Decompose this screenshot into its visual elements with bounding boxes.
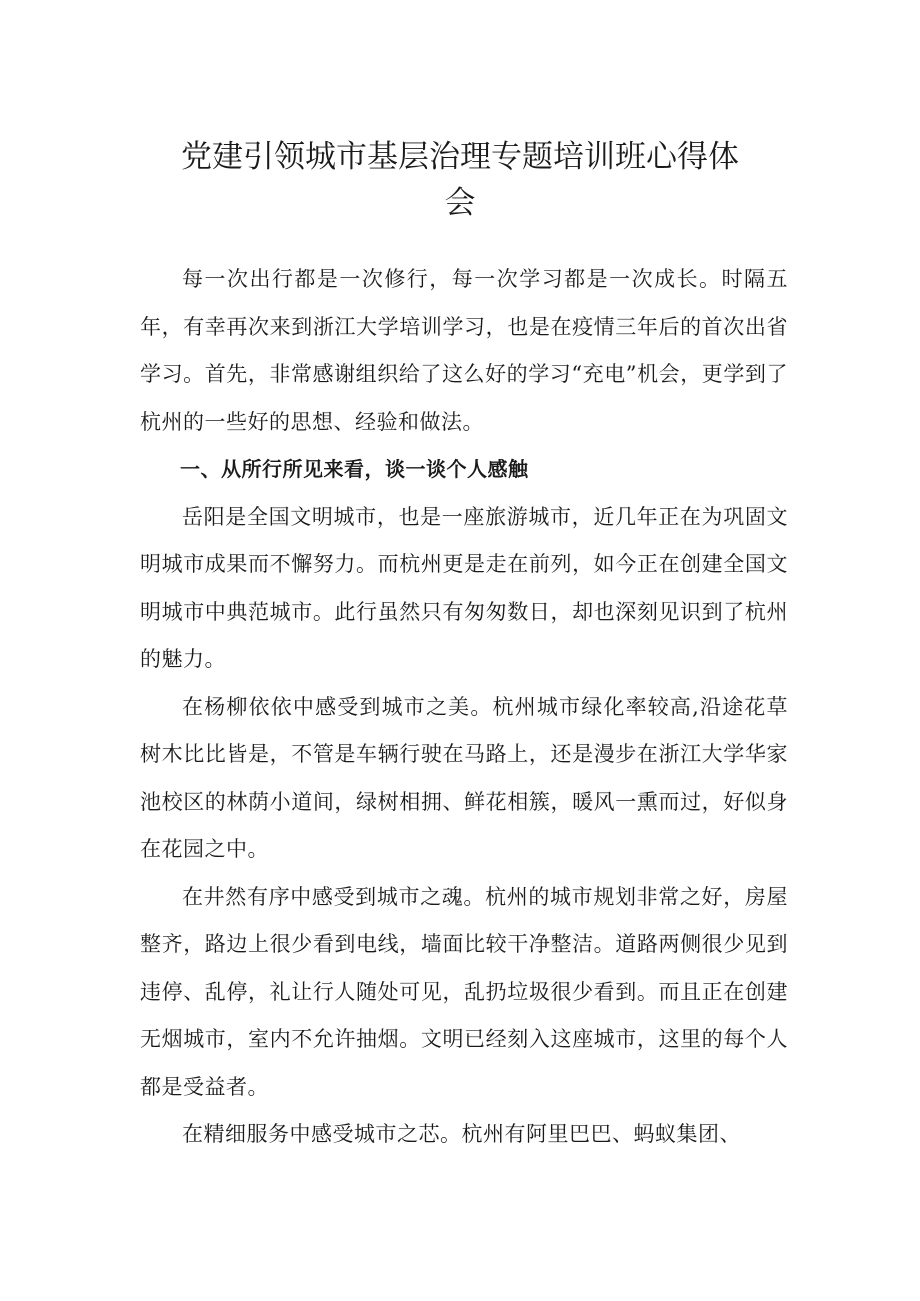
paragraph-yueyang: 岳阳是全国文明城市，也是一座旅游城市，近几年正在为巩固文明城市成果而不懈努力。而杭州更是走在前列，如今正在创建全国文明城市中典范城市。此行虽然只有匆匆数日，却也深刻见识到了杭州的魅力。 [140, 504, 788, 671]
section-heading-1: 一、从所行所见来看，谈一谈个人感触 [180, 457, 529, 481]
paragraph-city-beauty: 在杨柳依依中感受到城市之美。杭州城市绿化率较高,沿途花草树木比比皆是，不管是车辆行驶在马路上，还是漫步在浙江大学华家池校区的林荫小道间，绿树相拥、鲜花相簇，暖风一熏而过，好似身在花园之中。 [140, 694, 788, 861]
paragraph-city-core: 在精细服务中感受城市之芯。杭州有阿里巴巴、蚂蚁集团、 [182, 1122, 741, 1146]
document-title [140, 134, 780, 226]
paragraph-intro: 每一次出行都是一次修行，每一次学习都是一次成长。时隔五年，有幸再次来到浙江大学培训学习，也是在疫情三年后的首次出省学习。首先，非常感谢组织给了这么好的学习“充电”机会，更学到了杭州的一些好的思想、经验和做法。 [140, 267, 788, 434]
paragraph-city-soul: 在井然有序中感受到城市之魂。杭州的城市规划非常之好，房屋整齐，路边上很少看到电线，墙面比较干净整洁。道路两侧很少见到违停、乱停，礼让行人随处可见，乱扔垃圾很少看到。而且正在创建无烟城市，室内不允许抽烟。文明已经刻入这座城市，这里的每个人都是受益者。 [140, 884, 788, 1099]
document-body [140, 256, 788, 1159]
title-line-1: 党建引领城市基层治理专题培训班心得体 [181, 139, 739, 175]
title-line-2: 会 [444, 185, 476, 221]
